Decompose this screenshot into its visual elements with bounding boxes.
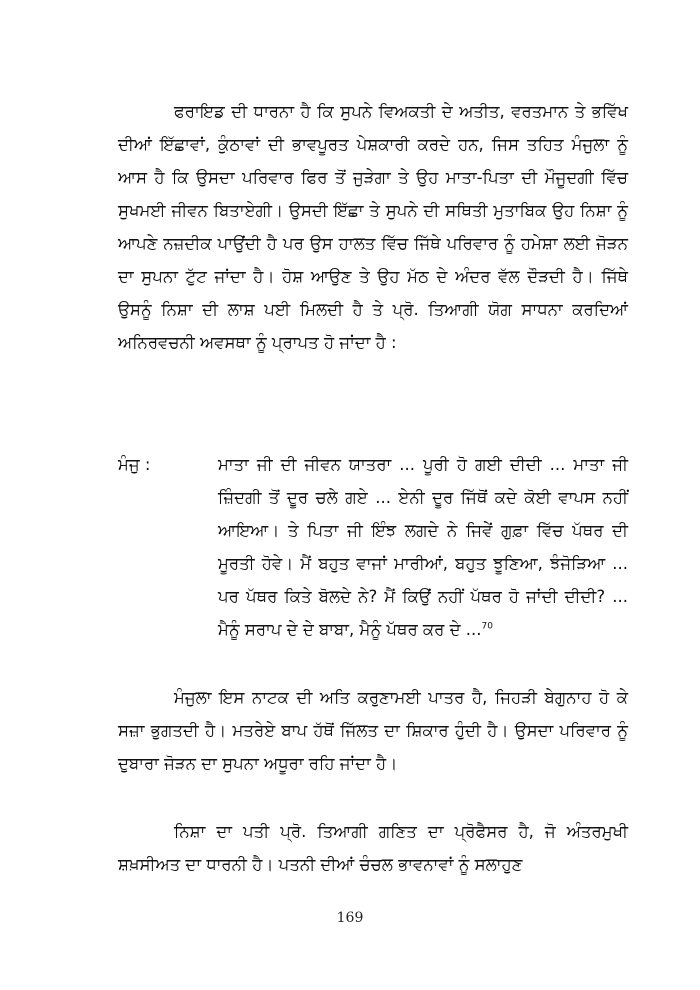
footnote-marker: 70: [481, 621, 493, 632]
dialogue-speech: ਮਾਤਾ ਜੀ ਦੀ ਜੀਵਨ ਯਾਤਰਾ ... ਪੂਰੀ ਹੋ ਗਈ ਦੀਦੀ ... ਮਾਤਾ ਜੀ ਜ਼ਿੰਦਗੀ ਤੋਂ ਦੂਰ ਚਲੇ ਗਏ ... ਏਨੀ ਦੂਰ ਜਿੱਥੋਂ ਕਦੇ ਕੋਈ ਵਾਪਸ ਨਹੀਂ ਆਇਆ। ਤੇ ਪਿਤਾ ਜੀ ਇੰਝ ਲਗਦੇ ਨੇ ਜਿਵੇਂ ਗੁਫ਼ਾ ਵਿੱਚ ਪੱਥਰ ਦੀ ਮੂਰਤੀ ਹੋਵੇ। ਮੈਂ ਬਹੁਤ ਵਾਜਾਂ ਮਾਰੀਆਂ, ਬਹੁਤ ਝੂਣਿਆ, ਝੰਜੋੜਿਆ ... ਪਰ ਪੱਥਰ ਕਿਤੇ ਬੋਲਦੇ ਨੇ? ਮੈਂ ਕਿਉਂ ਨਹੀਂ ਪੱਥਰ ਹੋ ਜਾਂਦੀ ਦੀਦੀ? ... ਮੈਨੂੰ ਸਰਾਪ ਦੇ ਦੇ ਬਾਬਾ, ਮੈਨੂੰ ਪੱਥਰ ਕਰ ਦੇ ...: [218, 455, 628, 639]
page-number: 169: [336, 910, 364, 926]
body-paragraph-1: ਫਰਾਇਡ ਦੀ ਧਾਰਨਾ ਹੈ ਕਿ ਸੁਪਨੇ ਵਿਅਕਤੀ ਦੇ ਅਤੀਤ, ਵਰਤਮਾਨ ਤੇ ਭਵਿੱਖ ਦੀਆਂ ਇੱਛਾਵਾਂ, ਕੁੰਠਾਵਾਂ ਦੀ ਭਾਵਪੂਰਤ ਪੇਸ਼ਕਾਰੀ ਕਰਦੇ ਹਨ, ਜਿਸ ਤਹਿਤ ਮੰਜੁਲਾ ਨੂੰ ਆਸ ਹੈ ਕਿ ਉਸਦਾ ਪਰਿਵਾਰ ਫਿਰ ਤੋਂ ਜੁੜੇਗਾ ਤੇ ਉਹ ਮਾਤਾ-ਪਿਤਾ ਦੀ ਮੌਜੂਦਗੀ ਵਿੱਚ ਸੁਖਮਈ ਜੀਵਨ ਬਿਤਾਏਗੀ। ਉਸਦੀ ਇੱਛਾ ਤੇ ਸੁਪਨੇ ਦੀ ਸਥਿਤੀ ਮੁਤਾਬਿਕ ਉਹ ਨਿਸ਼ਾ ਨੂੰ ਆਪਣੇ ਨਜ਼ਦੀਕ ਪਾਉਂਦੀ ਹੈ ਪਰ ਉਸ ਹਾਲਤ ਵਿੱਚ ਜਿੱਥੇ ਪਰਿਵਾਰ ਨੂੰ ਹਮੇਸ਼ਾ ਲਈ ਜੋੜਨ ਦਾ ਸੁਪਨਾ ਟੁੱਟ ਜਾਂਦਾ ਹੈ। ਹੋਸ਼ ਆਉਣ ਤੇ ਉਹ ਮੱਠ ਦੇ ਅੰਦਰ ਵੱਲ ਦੌੜਦੀ ਹੈ। ਜਿੱਥੇ ਉਸਨੂੰ ਨਿਸ਼ਾ ਦੀ ਲਾਸ਼ ਪਈ ਮਿਲਦੀ ਹੈ ਤੇ ਪ੍ਰੋ. ਤਿਆਗੀ ਯੋਗ ਸਾਧਨਾ ਕਰਦਿਆਂ ਅਨਿਰਵਚਨੀ ਅਵਸਥਾ ਨੂੰ ਪ੍ਰਾਪਤ ਹੋ ਜਾਂਦਾ ਹੈ :: [118, 102, 628, 352]
dialogue-speech-wrapper: [218, 448, 628, 646]
dialogue-speaker: ਮੰਜੁ :: [118, 455, 151, 474]
body-paragraph-2: ਮੰਜੁਲਾ ਇਸ ਨਾਟਕ ਦੀ ਅਤਿ ਕਰੁਣਾਮਈ ਪਾਤਰ ਹੈ, ਜਿਹੜੀ ਬੇਗੁਨਾਹ ਹੋ ਕੇ ਸਜ਼ਾ ਭੁਗਤਦੀ ਹੈ। ਮਤਰੇਏ ਬਾਪ ਹੱਥੋਂ ਜਿੱਲਤ ਦਾ ਸ਼ਿਕਾਰ ਹੁੰਦੀ ਹੈ। ਉਸਦਾ ਪਰਿਵਾਰ ਨੂੰ ਦੁਬਾਰਾ ਜੋੜਨ ਦਾ ਸੁਪਨਾ ਅਧੂਰਾ ਰਹਿ ਜਾਂਦਾ ਹੈ।: [118, 688, 628, 773]
body-paragraph-3: ਨਿਸ਼ਾ ਦਾ ਪਤੀ ਪ੍ਰੋ. ਤਿਆਗੀ ਗਣਿਤ ਦਾ ਪ੍ਰੋਫੈਸਰ ਹੈ, ਜੋ ਅੰਤਰਮੁਖੀ ਸ਼ਖ਼ਸੀਅਤ ਦਾ ਧਾਰਨੀ ਹੈ। ਪਤਨੀ ਦੀਆਂ ਚੰਚਲ ਭਾਵਨਾਵਾਂ ਨੂੰ ਸਲਾਹੁਣ: [118, 822, 628, 874]
